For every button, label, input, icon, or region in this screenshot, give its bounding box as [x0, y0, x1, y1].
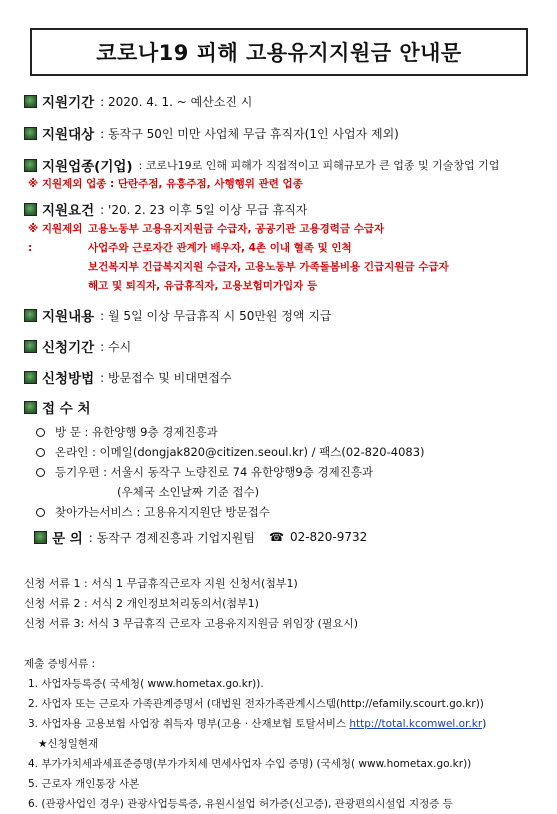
apply-period-label: 신청기간: [42, 340, 95, 356]
square-bullet-icon: [24, 371, 37, 384]
section-reception: [24, 396, 544, 418]
form-item: 신청 서류 3: 서식 3 무급휴직 근로자 고용유지지원금 위임장 (필요시): [24, 617, 359, 630]
section-apply-method: [24, 366, 544, 388]
square-bullet-icon: [24, 203, 37, 216]
circle-bullet-icon: [36, 468, 45, 477]
apply-method-label: 신청방법: [42, 371, 95, 387]
reception-item: [24, 502, 544, 522]
section-requirement: [24, 198, 544, 220]
apply-period-value: : 수시: [100, 339, 132, 354]
section-apply-period: [24, 335, 544, 357]
exclusion-line: 해고 및 퇴직자, 유급휴직자, 고용보험미가입자 등: [88, 280, 318, 292]
reception-item: [24, 422, 544, 442]
doc-item: ★신청일현재: [28, 738, 99, 750]
content-value: : 월 5일 이상 무급휴직 시 50만원 정액 지급: [100, 308, 332, 323]
industry-value: : 코로나19로 인해 피해가 직접적이고 피해규모가 큰 업종 및 기술창업 기업: [138, 159, 500, 172]
reception-item: [24, 462, 544, 482]
doc-item: [24, 714, 544, 734]
reception-item-text: 방 문 : 유한양행 9층 경제진흥과: [55, 425, 218, 439]
requirement-exclusions: [24, 220, 544, 296]
reception-item-text: 등기우편 : 서울시 동작구 노량진로 74 유한양행9층 경제진흥과: [55, 465, 374, 479]
content-label: 지원내용: [42, 309, 95, 325]
section-period: [24, 90, 544, 112]
section-content: [24, 304, 544, 326]
square-bullet-icon: [24, 309, 37, 322]
requirement-label: 지원요건: [42, 203, 95, 219]
form-item: 신청 서류 1 : 서식 1 무급휴직근로자 지원 신청서(첨부1): [24, 577, 298, 590]
industry-label: 지원업종(기업): [42, 159, 133, 175]
circle-bullet-icon: [36, 508, 45, 517]
circle-bullet-icon: [36, 448, 45, 457]
square-bullet-icon: [24, 95, 37, 108]
doc-item: 4. 부가가치세과세표준증명(부가가치세 면세사업자 수입 증명) (국세청( www.hometax.go.kr)): [28, 758, 472, 770]
phone-icon: ☎: [268, 530, 284, 544]
reception-item: [24, 442, 544, 462]
doc-item: 6. (관광사업인 경우) 관광사업등록증, 유원시설업 허가증(신고증), 관광편의시설업 지정증 등: [28, 798, 453, 810]
doc-item-text: 3. 사업자용 고용보험 사업장 취득자 명부(고용 · 산재보험 토탈서비스: [28, 718, 350, 730]
notice-body: [24, 90, 544, 814]
forms-list: [24, 574, 544, 634]
reception-item-text: 온라인 : 이메일(dongjak820@citizen.seoul.kr) / 팩스(02-820-4083): [55, 445, 425, 459]
apply-method-value: : 방문접수 및 비대면접수: [100, 370, 232, 385]
target-label: 지원대상: [42, 127, 95, 143]
period-value: : 2020. 4. 1. ~ 예산소진 시: [100, 94, 253, 109]
requirement-value: : '20. 2. 23 이후 5일 이상 무급 휴직자: [100, 202, 308, 217]
industry-exclusion-note: ※ 지원제외 업종 : 단란주점, 유흥주점, 사행행위 관련 업종: [28, 178, 303, 190]
docs-heading: 제출 증빙서류 :: [24, 658, 96, 670]
mail-note: (우체국 소인날짜 기준 접수): [117, 485, 260, 499]
square-bullet-icon: [24, 127, 37, 140]
section-target: [24, 122, 544, 144]
period-label: 지원기간: [42, 95, 95, 111]
form-item: 신청 서류 2 : 서식 2 개인정보처리동의서(첨부1): [24, 597, 259, 610]
page-title: 코로나19 피해 고용유지지원금 안내문: [30, 28, 528, 76]
section-inquiry: [24, 526, 544, 548]
inquiry-phone: 02-820-9732: [289, 530, 368, 544]
doc-item: 5. 근로자 개인통장 사본: [28, 778, 140, 790]
target-value: : 동작구 50인 미만 사업체 무급 휴직자(1인 사업자 제외): [100, 126, 399, 141]
reception-label: 접 수 처: [42, 401, 91, 417]
doc-item: 1. 사업자등록증( 국세청( www.hometax.go.kr)).: [28, 678, 264, 690]
exclusion-line: 사업주와 근로자간 관계가 배우자, 4촌 이내 혈족 및 인척: [88, 242, 352, 254]
inquiry-value: : 동작구 경제진흥과 기업지원팀: [88, 530, 255, 545]
exclusion-line: 보건복지부 긴급복지지원 수급자, 고용노동부 가족돌봄비용 긴급지원금 수급자: [88, 261, 449, 273]
doc-item: 2. 사업자 또는 근로자 가족관계증명서 (대법원 전자가족관계시스템(http://efamily.scourt.go.kr)): [28, 698, 484, 710]
doc-item-after: ): [482, 718, 487, 730]
square-bullet-icon: [24, 159, 37, 172]
square-bullet-icon: [34, 531, 47, 544]
doc-link[interactable]: http://total.kcomwel.or.kr: [349, 718, 483, 730]
exclusion-lines: [88, 220, 449, 296]
reception-item-text: 찾아가는서비스 : 고용유지지원단 방문접수: [55, 505, 270, 519]
square-bullet-icon: [24, 340, 37, 353]
inquiry-label: 문 의: [52, 531, 83, 547]
docs-list: [24, 654, 544, 814]
circle-bullet-icon: [36, 428, 45, 437]
section-industry: [24, 154, 544, 176]
exclusion-line: 고용노동부 고용유지지원금 수급자, 공공기관 고용경력금 수급자: [88, 223, 385, 235]
exclusion-label: ※ 지원제외 :: [28, 223, 83, 254]
square-bullet-icon: [24, 401, 37, 414]
